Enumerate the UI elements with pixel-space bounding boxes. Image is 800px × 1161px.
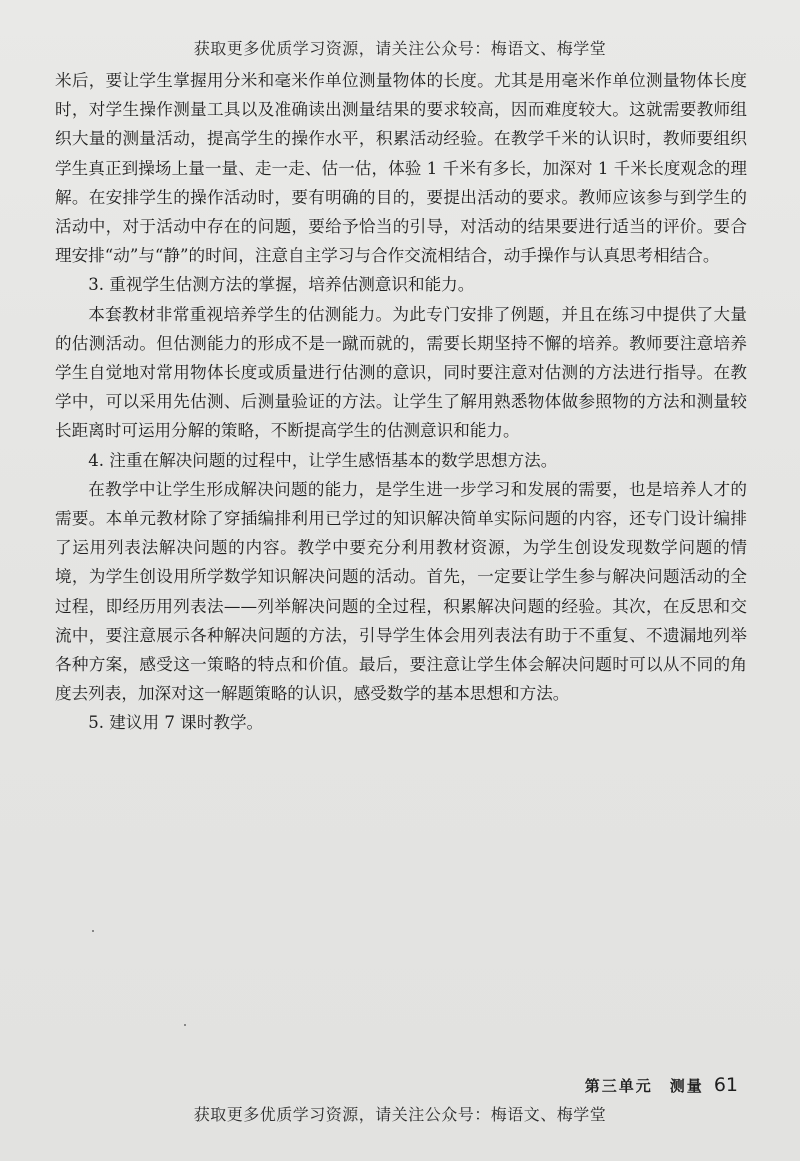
paragraph-continued: 米后，要让学生掌握用分米和毫米作单位测量物体的长度。尤其是用毫米作单位测量物体长度时，对学生操作测量工具以及准确读出测量结果的要求较高，因而难度较大。这就需要教师组织大量的测量活动，提高学生的操作水平，积累活动经验。在教学千米的认识时，教师要组织学生真正到操场上量一量、走一走、估一估，体验 1 千米有多长，加深对 1 千米长度观念的理解。在安排学生的操作活动时，要有明确的目的，要提出活动的要求。教师应该参与到学生的活动中，对于活动中存在的问题，要给予恰当的引导，对活动的结果要进行适当的评价。要合理安排“动”与“静”的时间，注意自主学习与合作交流相结合，动手操作与认真思考相结合。	[55, 71, 747, 266]
watermark-top: 获取更多优质学习资源，请关注公众号：梅语文、梅学堂	[193, 39, 607, 58]
page-footer	[585, 1074, 738, 1096]
body-text	[55, 66, 747, 738]
point-heading-5: 5. 建议用 7 课时教学。	[88, 713, 264, 733]
point-heading-3: 3. 重视学生估测方法的掌握，培养估测意识和能力。	[88, 275, 475, 295]
page-number: 61	[713, 1074, 738, 1096]
footer-unit-title: 第三单元 测量	[584, 1077, 704, 1095]
paragraph-problem-solving: 在教学中让学生形成解决问题的能力，是学生进一步学习和发展的需要，也是培养人才的需要。本单元教材除了穿插编排利用已学过的知识解决简单实际问题的内容，还专门设计编排了运用列表法解决问题的内容。教学中要充分利用教材资源，为学生创设发现数学问题的情境，为学生创设用所学数学知识解决问题的活动。首先，一定要让学生参与解决问题活动的全过程，即经历用列表法——列举解决问题的全过程，积累解决问题的经验。其次，在反思和交流中，要注意展示各种解决问题的方法，引导学生体会用列表法有助于不重复、不遗漏地列举各种方案，感受这一策略的特点和价值。最后，要注意让学生体会解决问题时可以从不同的角度去列表，加深对这一解题策略的认识，感受数学的基本思想和方法。	[55, 479, 747, 704]
scan-speck	[184, 1024, 186, 1026]
scan-speck	[92, 930, 94, 932]
point-heading-4: 4. 注重在解决问题的过程中，让学生感悟基本的数学思想方法。	[88, 450, 558, 470]
paragraph-estimation: 本套教材非常重视培养学生的估测能力。为此专门安排了例题，并且在练习中提供了大量的估测活动。但估测能力的形成不是一蹴而就的，需要长期坚持不懈的培养。教师要注意培养学生自觉地对常用物体长度或质量进行估测的意识，同时要注意对估测的方法进行指导。在教学中，可以采用先估测、后测量验证的方法。让学生了解用熟悉物体做参照物的方法和测量较长距离时可运用分解的策略，不断提高学生的估测意识和能力。	[55, 304, 747, 441]
watermark-bottom: 获取更多优质学习资源，请关注公众号：梅语文、梅学堂	[193, 1105, 607, 1124]
